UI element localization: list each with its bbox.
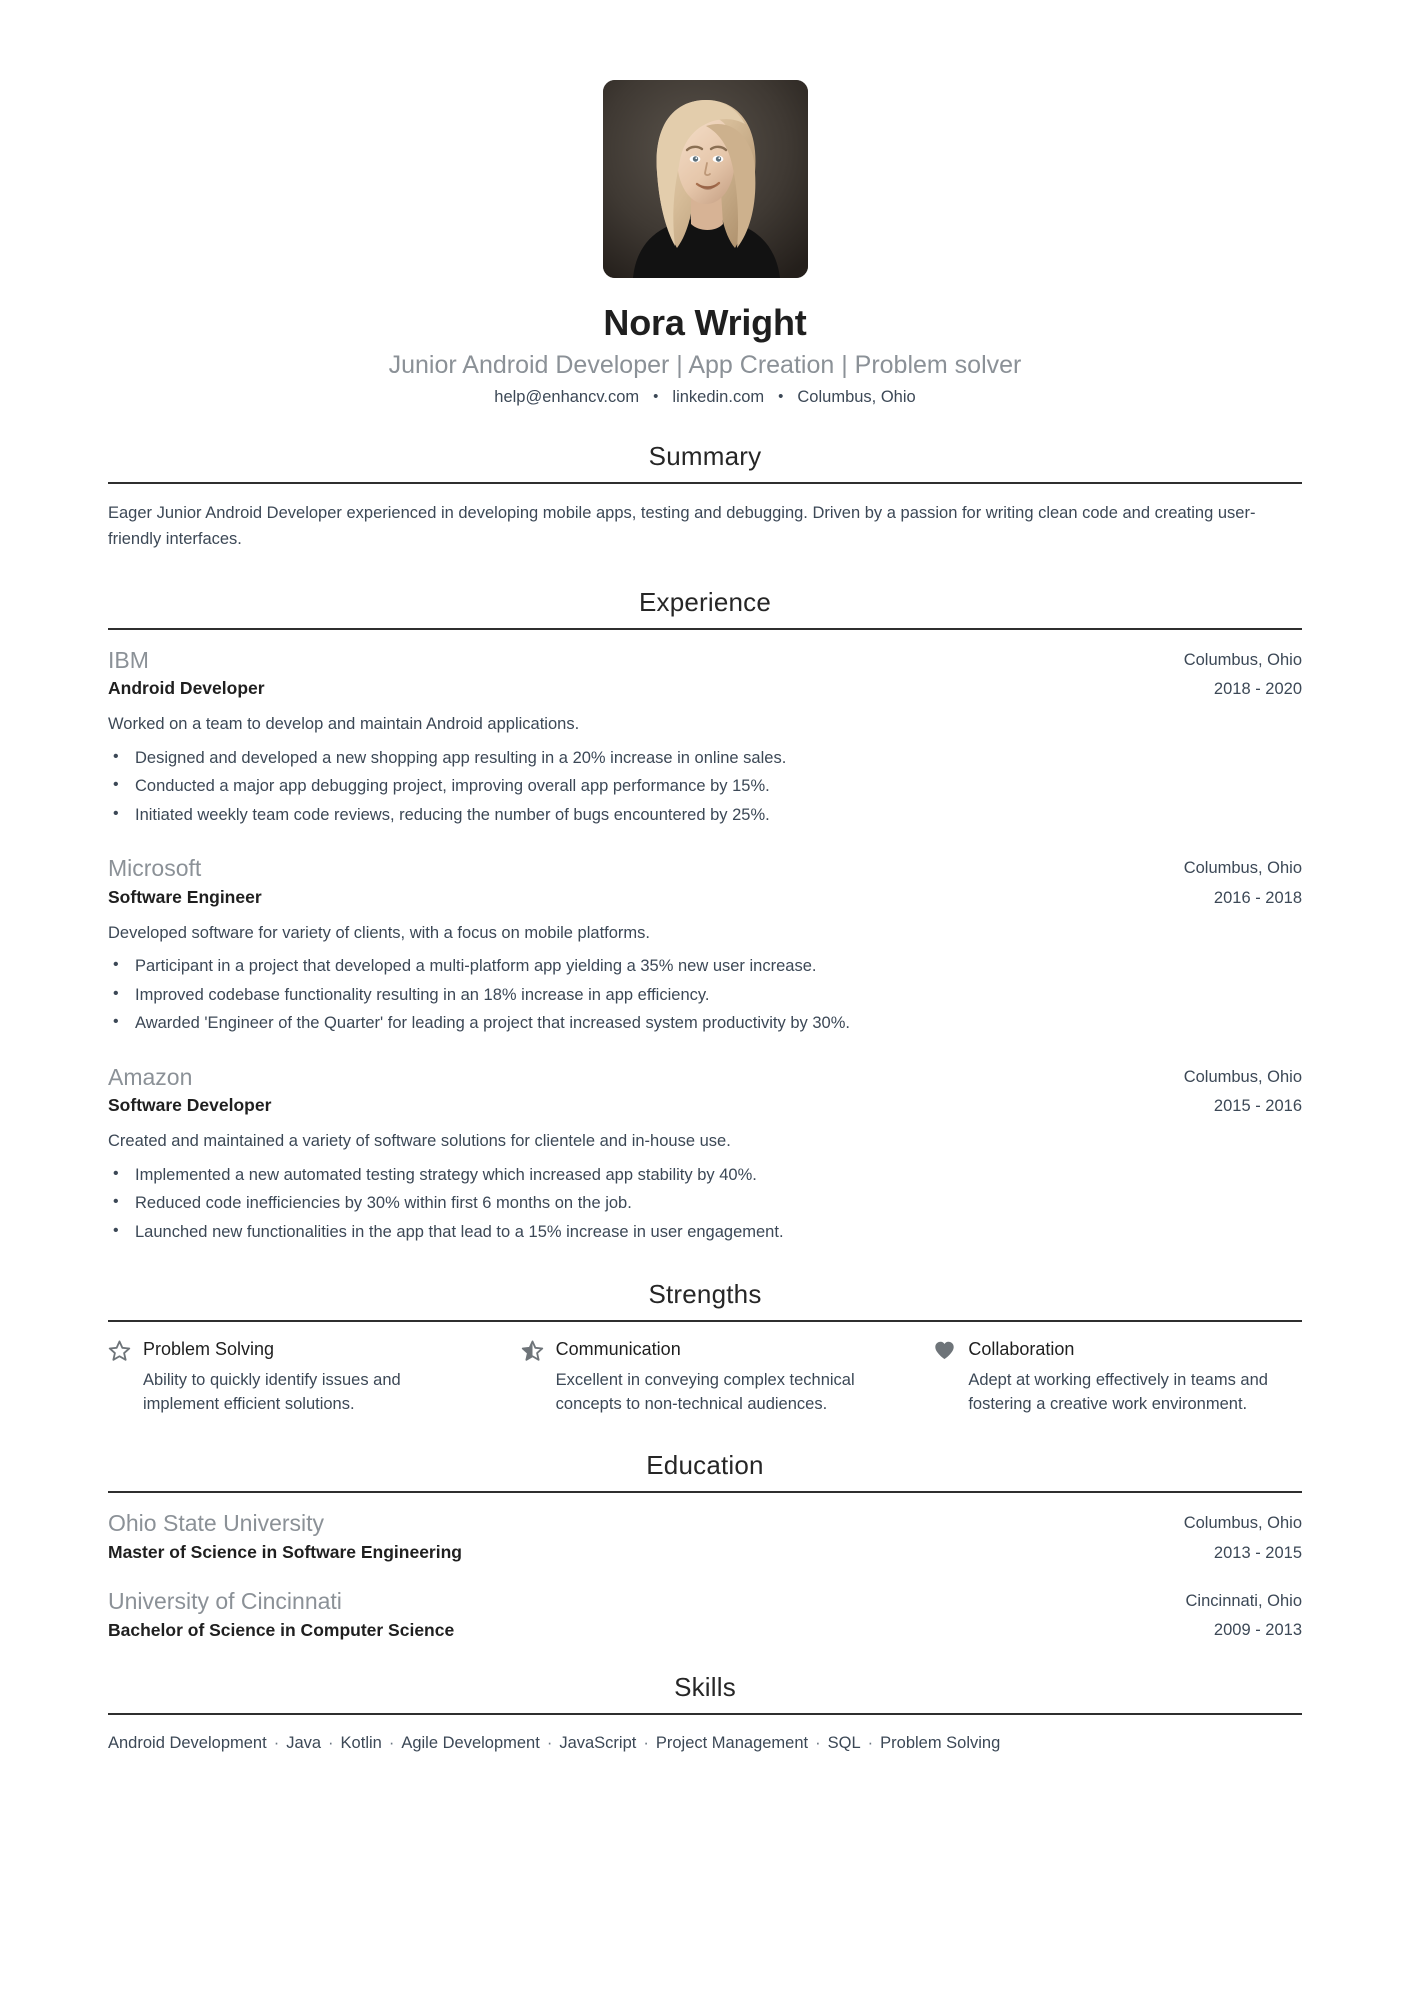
strength-name: Communication xyxy=(555,1339,681,1360)
skill-item: SQL xyxy=(827,1734,861,1753)
section-summary xyxy=(108,441,1302,553)
job-title: Software Developer xyxy=(108,1095,272,1116)
skill-item: Android Development xyxy=(108,1734,267,1753)
contact-linkedin[interactable]: linkedin.com xyxy=(672,387,765,406)
school-name: University of Cincinnati xyxy=(108,1587,342,1614)
section-divider xyxy=(108,482,1302,484)
photo-container xyxy=(108,80,1302,278)
strength-header xyxy=(521,1338,890,1361)
job-description: Worked on a team to develop and maintain Android applications. xyxy=(108,715,580,733)
experience-entry-main xyxy=(108,1063,1160,1118)
section-skills xyxy=(108,1672,1302,1757)
education-entry-header xyxy=(108,1509,1302,1565)
job-bullets xyxy=(108,954,1302,1037)
skill-item: JavaScript xyxy=(559,1734,637,1753)
strengths-grid xyxy=(108,1338,1302,1416)
page-title: Nora Wright xyxy=(603,302,807,343)
experience-entry-main xyxy=(108,646,1160,701)
strength-header xyxy=(933,1338,1302,1361)
section-experience xyxy=(108,587,1302,1246)
education-entry-main xyxy=(108,1509,1160,1565)
list-item: • Awarded 'Engineer of the Quarter' for leading a project that increased system productivity by 30%. xyxy=(108,1011,1302,1037)
strength-item xyxy=(521,1338,890,1416)
education-entry xyxy=(108,1509,1302,1565)
job-title: Android Developer xyxy=(108,678,265,699)
strength-name: Collaboration xyxy=(968,1339,1075,1360)
job-bullets xyxy=(108,1163,1302,1246)
skill-separator-icon: · xyxy=(643,1734,649,1753)
strength-description: Ability to quickly identify issues and implement efficient solutions. xyxy=(143,1370,401,1414)
professional-headline: Junior Android Developer | App Creation | Problem solver xyxy=(388,351,1022,379)
job-dates: 2015 - 2016 xyxy=(1213,1097,1302,1116)
list-item: • Implemented a new automated testing strategy which increased app stability by 40%. xyxy=(108,1163,1302,1189)
contact-location: Columbus, Ohio xyxy=(797,387,916,406)
list-item: • Designed and developed a new shopping app resulting in a 20% increase in online sales. xyxy=(108,746,1302,772)
degree-name: Master of Science in Software Engineering xyxy=(108,1542,462,1563)
education-entry-meta xyxy=(1186,1587,1302,1642)
experience-entry-header xyxy=(108,1063,1302,1118)
experience-entry xyxy=(108,1063,1302,1246)
skill-separator-icon: · xyxy=(546,1734,553,1753)
skill-separator-icon: · xyxy=(328,1734,334,1753)
experience-entry xyxy=(108,854,1302,1037)
section-title-skills: Skills xyxy=(674,1672,736,1703)
education-entry-header xyxy=(108,1587,1302,1643)
section-title-strengths: Strengths xyxy=(648,1279,762,1310)
skill-item: Java xyxy=(286,1734,322,1753)
skill-item: Agile Development xyxy=(401,1734,540,1753)
strength-item xyxy=(933,1338,1302,1416)
contact-separator-icon: • xyxy=(653,387,659,405)
list-item: • Participant in a project that developed a multi-platform app yielding a 35% new user increase. xyxy=(108,954,1302,980)
job-location: Columbus, Ohio xyxy=(1183,650,1302,669)
school-dates: 2013 - 2015 xyxy=(1213,1543,1302,1562)
job-dates: 2016 - 2018 xyxy=(1213,888,1302,907)
summary-text: Eager Junior Android Developer experienced in developing mobile apps, testing and debugging. Driven by a passion for writing clean code and creating user-friendly interfaces. xyxy=(108,503,1256,549)
school-name: Ohio State University xyxy=(108,1510,325,1537)
resume-header xyxy=(108,80,1302,407)
experience-entry-header xyxy=(108,854,1302,909)
school-dates: 2009 - 2013 xyxy=(1213,1621,1302,1640)
education-entry-meta xyxy=(1184,1509,1302,1564)
section-title-experience: Experience xyxy=(638,586,772,617)
skill-item: Project Management xyxy=(655,1734,809,1753)
education-entry xyxy=(108,1587,1302,1643)
portrait-illustration xyxy=(603,80,808,278)
job-location: Columbus, Ohio xyxy=(1183,1067,1302,1086)
job-bullets xyxy=(108,746,1302,829)
job-description: Developed software for variety of clients, with a focus on mobile platforms. xyxy=(108,923,650,942)
job-description: Created and maintained a variety of software solutions for clientele and in-house use. xyxy=(108,1132,731,1150)
list-item: • Reduced code inefficiencies by 30% within first 6 months on the job. xyxy=(108,1191,1302,1217)
contact-line xyxy=(108,388,1302,407)
skill-separator-icon: · xyxy=(388,1734,395,1753)
skill-item: Problem Solving xyxy=(880,1734,1001,1753)
skill-separator-icon: · xyxy=(815,1734,821,1753)
contact-separator-icon: • xyxy=(778,387,784,405)
job-dates: 2018 - 2020 xyxy=(1213,680,1302,699)
strength-description: Excellent in conveying complex technical concepts to non-technical audiences. xyxy=(555,1370,855,1414)
skill-separator-icon: · xyxy=(273,1734,280,1753)
strength-header xyxy=(108,1338,477,1361)
list-item: • Improved codebase functionality resulting in an 18% increase in app efficiency. xyxy=(108,983,1302,1009)
avatar xyxy=(603,80,808,278)
section-title-education: Education xyxy=(646,1450,764,1481)
heart-icon xyxy=(933,1339,956,1362)
star-outline-icon xyxy=(108,1339,131,1362)
list-item: • Initiated weekly team code reviews, reducing the number of bugs encountered by 25%. xyxy=(108,803,1302,829)
section-divider xyxy=(108,1713,1302,1715)
section-education xyxy=(108,1450,1302,1642)
section-divider xyxy=(108,1320,1302,1322)
section-divider xyxy=(108,1491,1302,1493)
list-item: • Launched new functionalities in the app that lead to a 15% increase in user engagement. xyxy=(108,1220,1302,1246)
experience-entry xyxy=(108,646,1302,829)
job-location: Columbus, Ohio xyxy=(1183,859,1302,878)
education-entry-main xyxy=(108,1587,1162,1643)
contact-email[interactable]: help@enhancv.com xyxy=(494,387,640,406)
experience-entry-main xyxy=(108,854,1160,909)
job-title: Software Engineer xyxy=(108,886,262,907)
strength-description: Adept at working effectively in teams and fostering a creative work environment. xyxy=(968,1370,1268,1414)
company-name: Amazon xyxy=(108,1063,193,1090)
list-item: • Conducted a major app debugging project, improving overall app performance by 15%. xyxy=(108,774,1302,800)
experience-entry-meta xyxy=(1184,646,1302,701)
company-name: IBM xyxy=(108,646,149,673)
skill-item: Kotlin xyxy=(340,1734,382,1753)
degree-name: Bachelor of Science in Computer Science xyxy=(108,1619,455,1640)
school-location: Cincinnati, Ohio xyxy=(1185,1591,1302,1610)
section-divider xyxy=(108,628,1302,630)
school-location: Columbus, Ohio xyxy=(1183,1514,1302,1533)
section-strengths xyxy=(108,1279,1302,1416)
strength-name: Problem Solving xyxy=(143,1339,275,1360)
star-half-icon xyxy=(521,1339,544,1362)
experience-entry-header xyxy=(108,646,1302,701)
section-title-summary: Summary xyxy=(648,440,762,471)
experience-entry-meta xyxy=(1184,854,1302,909)
skill-separator-icon: · xyxy=(867,1734,874,1753)
company-name: Microsoft xyxy=(108,855,202,882)
experience-entry-meta xyxy=(1184,1063,1302,1118)
strength-item xyxy=(108,1338,477,1416)
skills-list xyxy=(108,1731,1302,1757)
